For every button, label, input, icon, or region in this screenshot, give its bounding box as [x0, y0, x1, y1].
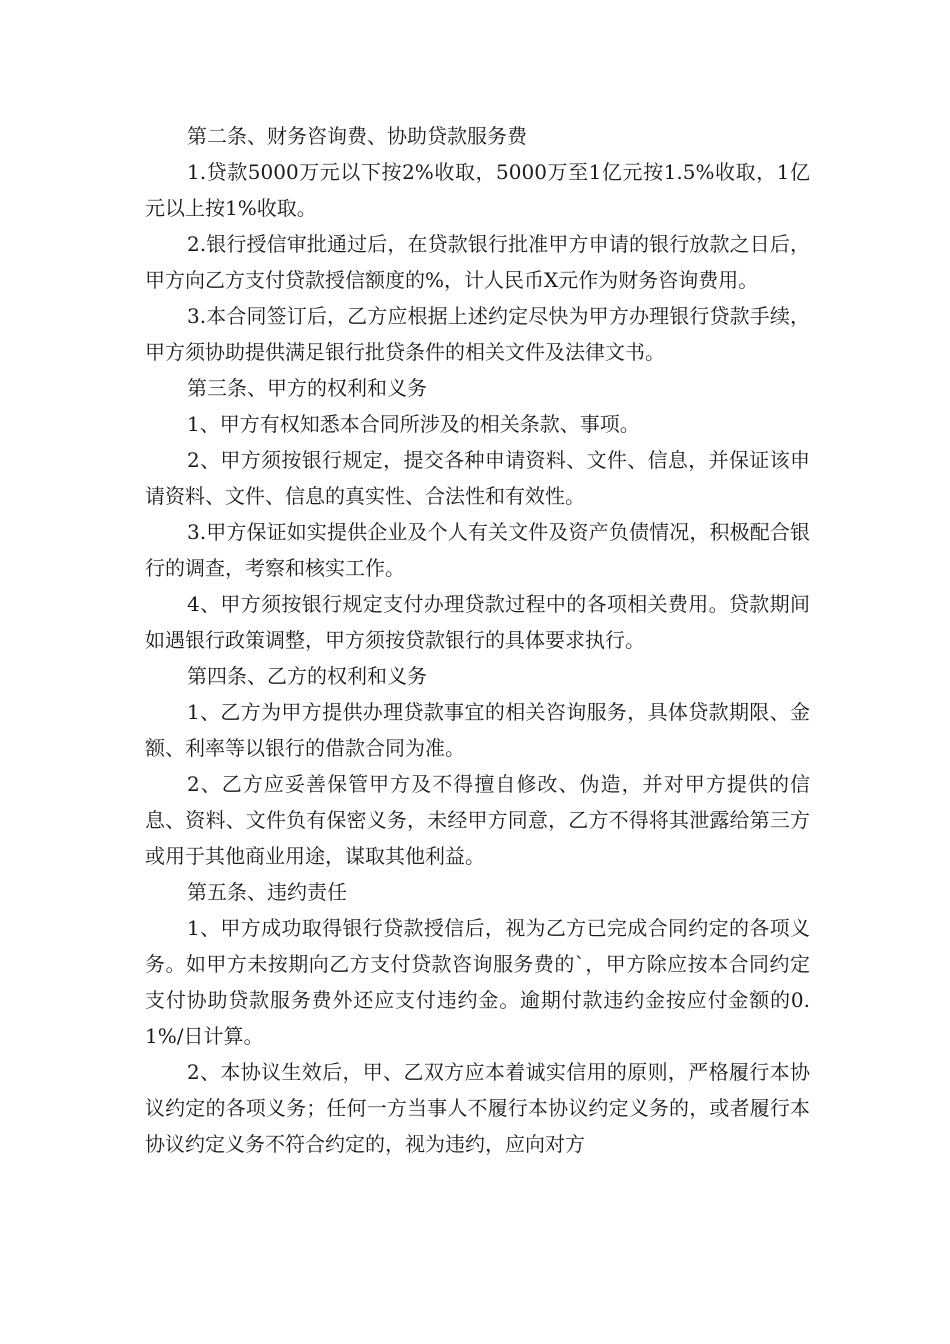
section-heading-4: 第四条、乙方的权利和义务: [187, 664, 427, 688]
contract-body: [145, 118, 810, 1162]
clause-3-2: 2、甲方须按银行规定，提交各种申请资料、文件、信息，并保证该申请资料、文件、信息的真实性、合法性和有效性。: [145, 448, 810, 508]
clause-2-1: 1.贷款5000万元以下按2%收取，5000万至1亿元按1.5%收取，1亿元以上按1%收取。: [145, 160, 810, 220]
section-heading-2: 第二条、财务咨询费、协助贷款服务费: [187, 124, 527, 148]
section-heading-3: 第三条、甲方的权利和义务: [187, 376, 427, 400]
clause-3-4: 4、甲方须按银行规定支付办理贷款过程中的各项相关费用。贷款期间如遇银行政策调整，甲方须按贷款银行的具体要求执行。: [145, 592, 810, 652]
clause-2-3: 3.本合同签订后，乙方应根据上述约定尽快为甲方办理银行贷款手续，甲方须协助提供满足银行批贷条件的相关文件及法律文书。: [145, 304, 810, 364]
clause-4-1: 1、乙方为甲方提供办理贷款事宜的相关咨询服务，具体贷款期限、金额、利率等以银行的借款合同为准。: [145, 700, 810, 760]
clause-2-2: 2.银行授信审批通过后，在贷款银行批准甲方申请的银行放款之日后，甲方向乙方支付贷款授信额度的%，计人民币X元作为财务咨询费用。: [145, 232, 810, 292]
section-heading-5: 第五条、违约责任: [187, 880, 347, 904]
clause-4-2: 2、乙方应妥善保管甲方及不得擅自修改、伪造，并对甲方提供的信息、资料、文件负有保密义务，未经甲方同意，乙方不得将其泄露给第三方或用于其他商业用途，谋取其他利益。: [145, 772, 810, 868]
clause-3-1: 1、甲方有权知悉本合同所涉及的相关条款、事项。: [187, 412, 640, 436]
clause-5-2: 2、本协议生效后，甲、乙双方应本着诚实信用的原则，严格履行本协议约定的各项义务；任何一方当事人不履行本协议约定义务的，或者履行本协议约定义务不符合约定的，视为违约，应向对方: [145, 1060, 810, 1156]
clause-5-1: 1、甲方成功取得银行贷款授信后，视为乙方已完成合同约定的各项义务。如甲方未按期向乙方支付贷款咨询服务费的`，甲方除应按本合同约定支付协助贷款服务费外还应支付违约金。逾期付款违约金按应付金额的0.1%/日计算。: [145, 916, 810, 1048]
clause-3-3: 3.甲方保证如实提供企业及个人有关文件及资产负债情况，积极配合银行的调查，考察和核实工作。: [145, 520, 810, 580]
